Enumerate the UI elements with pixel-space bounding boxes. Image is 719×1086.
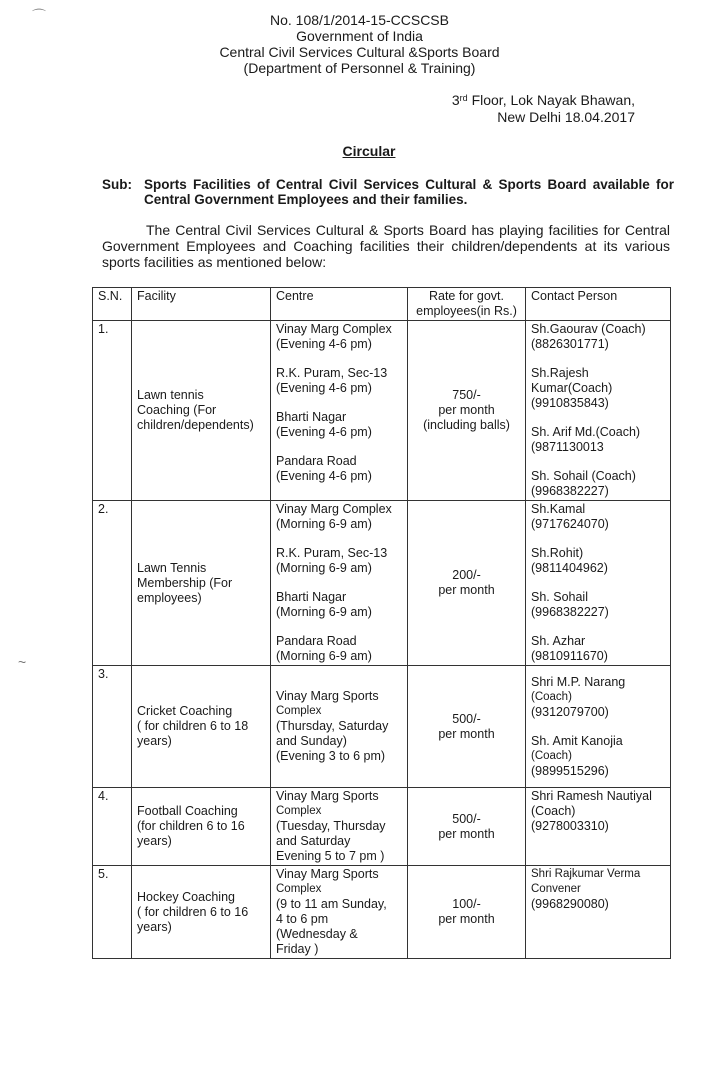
centre-line: Vinay Marg Complex — [276, 502, 392, 516]
cell-centre — [271, 866, 408, 959]
scan-mark: ~ — [18, 654, 27, 670]
cell-facility — [132, 788, 271, 866]
facility-line: Cricket Coaching — [137, 704, 233, 718]
centre-line: R.K. Puram, Sec-13 — [276, 366, 388, 380]
header-rate: Rate for govt. employees(in Rs.) — [408, 288, 526, 321]
centre-line: (Thursday, Saturday — [276, 719, 389, 733]
facility-line: Football Coaching — [137, 804, 238, 818]
contact-line: Convener — [531, 883, 581, 895]
centre-line: (Wednesday & — [276, 927, 358, 941]
centre-line: Complex — [276, 805, 322, 817]
facility-line: years) — [137, 834, 172, 848]
cell-contact — [526, 666, 671, 788]
rate-line: 100/- — [452, 897, 481, 911]
contact-line: (9312079700) — [531, 704, 609, 719]
centre-line: (Evening 4-6 pm) — [276, 425, 372, 439]
rate-line: per month — [438, 726, 495, 741]
contact-line: (9871130013 — [531, 440, 604, 454]
centre-line: (Tuesday, Thursday — [276, 819, 386, 833]
contact-line: (9278003310) — [531, 819, 609, 833]
header-centre: Centre — [271, 288, 408, 321]
contact-line: Shri M.P. Narang — [531, 674, 626, 689]
cell-rate — [408, 321, 526, 501]
address-line: 3rd Floor, Lok Nayak Bhawan, — [451, 92, 635, 108]
contact-line: Sh. Sohail — [531, 590, 588, 604]
centre-line: R.K. Puram, Sec-13 — [276, 546, 388, 560]
header-sn: S.N. — [93, 288, 132, 321]
centre-line: (Evening 3 to 6 pm) — [276, 749, 386, 763]
contact-line: Sh. Sohail (Coach) — [531, 469, 636, 483]
contact-line: (9810911670) — [531, 649, 608, 663]
contact-line: (9910835843) — [531, 396, 609, 410]
cell-rate — [408, 866, 526, 959]
rate-line: per month — [438, 583, 495, 597]
rate-line: 750/- — [452, 388, 481, 402]
centre-line: 4 to 6 pm — [276, 912, 329, 926]
cell-facility — [132, 501, 271, 666]
facility-line: Hockey Coaching — [137, 889, 235, 904]
contact-line: (9968290080) — [531, 897, 609, 911]
cell-sn: 4. — [93, 788, 132, 866]
centre-line: Vinay Marg Sports — [276, 867, 379, 881]
cell-contact — [526, 321, 671, 501]
header-contact: Contact Person — [526, 288, 671, 321]
subject-text: Sports Facilities of Central Civil Services Cultural & Sports Board available for Central Government Employees and their families. — [144, 177, 674, 207]
table-row — [93, 788, 671, 866]
cell-rate — [408, 788, 526, 866]
centre-line: and Sunday) — [276, 734, 347, 748]
cell-facility — [132, 666, 271, 788]
centre-line: Evening 5 to 7 pm ) — [276, 849, 385, 863]
centre-line: Pandara Road — [276, 634, 357, 648]
facility-line: (for children 6 to 16 — [137, 819, 245, 833]
centre-line: Complex — [276, 705, 322, 717]
cell-centre — [271, 321, 408, 501]
rate-line: 200/- — [452, 568, 481, 582]
rate-line: per month — [438, 912, 495, 926]
contact-line: Shri Rajkumar Verma — [531, 868, 641, 880]
cell-centre — [271, 666, 408, 788]
table-header-row — [93, 288, 671, 321]
cell-contact — [526, 866, 671, 959]
centre-line: (Evening 4-6 pm) — [276, 381, 372, 395]
facility-line: years) — [137, 734, 172, 748]
contact-line: (8826301771) — [531, 337, 609, 351]
contact-line: (9968382227) — [531, 484, 609, 498]
city-date: New Delhi 18.04.2017 — [497, 109, 635, 125]
rate-line: (including balls) — [423, 418, 510, 432]
contact-line: Sh. Amit Kanojia — [531, 733, 623, 748]
cell-sn: 3. — [93, 666, 132, 788]
contact-line: Shri Ramesh Nautiyal — [531, 789, 652, 803]
contact-line: Sh.Rohit) — [531, 546, 584, 560]
table-row — [93, 501, 671, 666]
contact-line: (Coach) — [531, 749, 572, 762]
cell-facility — [132, 321, 271, 501]
centre-line: Vinay Marg Sports — [276, 789, 379, 803]
letter-header — [0, 12, 719, 76]
contact-line: (9717624070) — [531, 517, 609, 531]
facility-line: Lawn Tennis — [137, 560, 207, 575]
centre-line: Friday ) — [276, 942, 319, 956]
contact-line: (9811404962) — [531, 561, 608, 575]
intro-paragraph: The Central Civil Services Cultural & Sports Board has playing facilities for Central Government Employees and Coaching facilities their children/dependents at its various sports facilities as mentioned below: — [102, 222, 670, 270]
facility-line: years) — [137, 919, 172, 934]
facility-line: Coaching (For — [137, 403, 217, 417]
cell-centre — [271, 501, 408, 666]
facility-line: employees) — [137, 590, 202, 605]
centre-line: Bharti Nagar — [276, 590, 347, 604]
facility-line: ( for children 6 to 18 — [137, 719, 249, 733]
scan-mark: ⌒ — [32, 8, 46, 24]
cell-contact — [526, 788, 671, 866]
cell-centre — [271, 788, 408, 866]
centre-line: Pandara Road — [276, 454, 357, 468]
rate-line: 500/- — [452, 811, 481, 826]
centre-line: (Morning 6-9 am) — [276, 605, 372, 619]
cell-sn: 2. — [93, 501, 132, 666]
facility-line: children/dependents) — [137, 418, 254, 432]
contact-line: Sh.Rajesh — [531, 366, 589, 380]
centre-line: (Morning 6-9 am) — [276, 517, 372, 531]
facility-line: Membership (For — [137, 575, 233, 590]
header-facility: Facility — [132, 288, 271, 321]
contact-line: Sh.Kamal — [531, 502, 586, 516]
centre-line: (Evening 4-6 pm) — [276, 337, 372, 351]
rate-line: per month — [438, 403, 495, 417]
centre-line: Vinay Marg Sports — [276, 689, 379, 703]
subject-block — [102, 177, 674, 207]
facility-line: Lawn tennis — [137, 388, 204, 402]
address-block — [452, 92, 635, 126]
circular-title: Circular — [342, 143, 396, 159]
contact-line: Sh. Azhar — [531, 634, 586, 648]
cell-facility — [132, 866, 271, 959]
rate-line: 500/- — [452, 711, 481, 726]
centre-line: (Evening 4-6 pm) — [276, 469, 372, 483]
cell-rate — [408, 501, 526, 666]
cell-rate — [408, 666, 526, 788]
department-name: (Department of Personnel & Training) — [243, 60, 476, 76]
contact-line: Kumar(Coach) — [531, 381, 613, 395]
facilities-table — [92, 287, 671, 959]
table-row — [93, 321, 671, 501]
facility-line: ( for children 6 to 16 — [137, 904, 249, 919]
centre-line: (Morning 6-9 am) — [276, 649, 372, 663]
cell-sn: 5. — [93, 866, 132, 959]
centre-line: (Morning 6-9 am) — [276, 561, 372, 575]
board-name: Central Civil Services Cultural &Sports Board — [219, 44, 500, 60]
centre-line: (9 to 11 am Sunday, — [276, 897, 387, 911]
centre-line: Vinay Marg Complex — [276, 322, 392, 336]
reference-number: No. 108/1/2014-15-CCSCSB — [270, 12, 449, 28]
table-row — [93, 866, 671, 959]
contact-line: (Coach) — [531, 804, 576, 818]
contact-line: Sh. Arif Md.(Coach) — [531, 425, 641, 439]
subject-label: Sub: — [102, 177, 132, 192]
centre-line: Bharti Nagar — [276, 410, 347, 424]
contact-line: Sh.Gaourav (Coach) — [531, 322, 646, 336]
contact-line: (9899515296) — [531, 763, 609, 778]
cell-sn: 1. — [93, 321, 132, 501]
contact-line: (9968382227) — [531, 605, 609, 619]
government-name: Government of India — [296, 28, 423, 44]
contact-line: (Coach) — [531, 690, 572, 703]
centre-line: and Saturday — [276, 834, 351, 848]
centre-line: Complex — [276, 883, 322, 895]
rate-line: per month — [438, 826, 495, 841]
table-row — [93, 666, 671, 788]
cell-contact — [526, 501, 671, 666]
